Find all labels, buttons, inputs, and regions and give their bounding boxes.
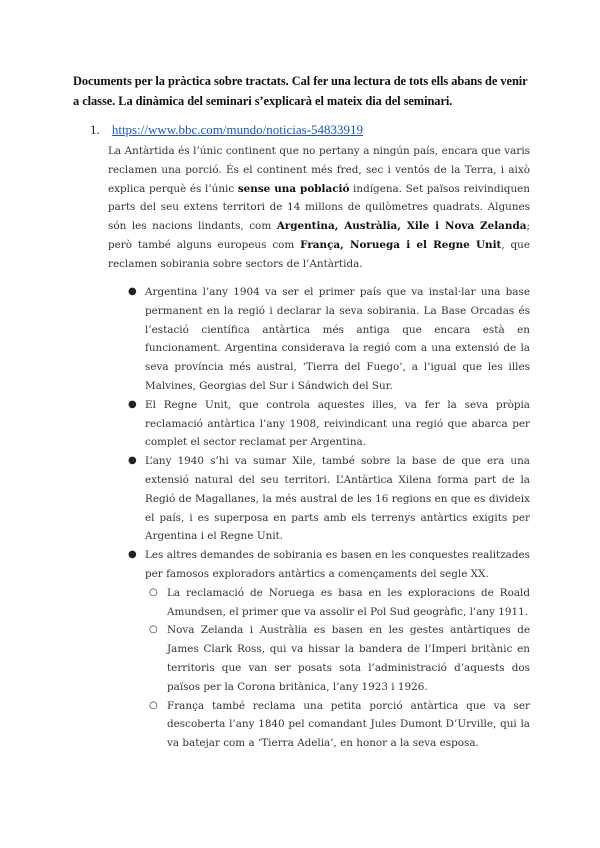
bullet-icon: ● [128,455,137,467]
bullet-text: Les altres demandes de sobirania es basen en les conquestes realitzades per famosos exploradors antàrtics a començaments del segle XX. [145,549,530,580]
intro-bold-population: sense una població [237,182,350,195]
sublist-item [145,697,530,753]
intro-text: ; però també alguns europeus com [108,220,530,251]
sublist-item [145,584,530,622]
list-item [108,283,530,396]
bullet-icon: ● [128,286,137,297]
subbullet-text: La reclamació de Noruega es basa en les exploracions de Roald Amundsen, el primer que va assolir el Pol Sud geogràfic, l’any 1911. [167,586,530,618]
sublist-item [145,621,530,696]
bullet-text: El Regne Unit, que controla aquestes illes, va fer la seva pròpia reclamació antàrtica l’any 1908, reivindicant una regió que abarca per complet el sector reclamat per Argentina. [145,398,530,449]
bullet-icon: ● [128,398,137,410]
intro-paragraph [108,142,530,274]
intro-text: indígena. Set països reivindiquen parts del seu extens territori de 14 millons de quilòmetres quadrats. Algunes són les nacions lindants, com [108,182,530,233]
subbullet-text: Nova Zelanda i Austràlia es basen en les gestes antàrtiques de James Clark Ross, qui va hissar la bandera de l’Imperi britànic en territoris que van ser posats sota l’administració d’aquests dos països per la Corona britànica, l’any 1923 i 1926. [167,624,530,693]
intro-bold-neighbors: Argentina, Austràlia, Xile i Nova Zelanda [276,220,527,233]
bullet-icon: ● [128,549,137,561]
subbullet-icon: ○ [149,586,158,598]
subbullet-icon: ○ [149,699,158,711]
bullet-text: L’any 1940 s’hi va sumar Xile, també sobre la base de que era una extensió natural del seu territori. L’Antàrtica Xilena forma part de la Regió de Magallanes, la més austral de les 16 regions en que es divideix el país, i es superposa en parts amb els terrenys antàrtics exigits per Argentina i el Regne Unit. [145,455,530,543]
explorers-sublist [145,584,530,753]
list-item [108,452,530,546]
claims-list [108,283,530,753]
subbullet-text: França també reclama una petita porció antàrtica que va ser descoberta l’any 1840 pel comandant Jules Dumont D’Urville, qui la va batejar com a ‘Tierra Adelia’, en honor a la seva esposa. [167,699,530,750]
intro-text: La Antàrtida és l’únic continent que no pertany a ningún país, encara que varis reclamen una porció. És el continent més fred, sec i ventós de la Terra, i això explica perquè és l’únic [108,145,530,195]
intro-bold-europeans: França, Noruega i el Regne Unit [300,238,502,251]
list-item [108,396,530,452]
list-number: 1. [90,122,100,137]
list-item [108,546,530,753]
bullet-text: Argentina l’any 1904 va ser el primer país que va instal·lar una base permanent en la regió i declarar la seva sobirania. La Base Orcadas és l’estació científica antàrtica més antiga que encara està en funcionament. Argentina considerava la regió com a una extensió de la seva província més austral, ‘Tierra del Fuego’, a l’igual que les illes Malvines, Georgias del Sur i Sándwich del Sur. [145,286,530,392]
list-item-1 [90,122,530,138]
subbullet-icon: ○ [149,624,158,636]
document-header: Documents per la pràctica sobre tractats. Cal fer una lectura de tots ells abans de venir a classe. La dinàmica del seminari s’explicarà el mateix dia del seminari. [73,74,528,108]
source-link[interactable]: https://www.bbc.com/mundo/noticias-54833919 [111,122,364,137]
intro-text: , que reclamen sobirania sobre sectors de l’Antàrtida. [108,238,530,270]
